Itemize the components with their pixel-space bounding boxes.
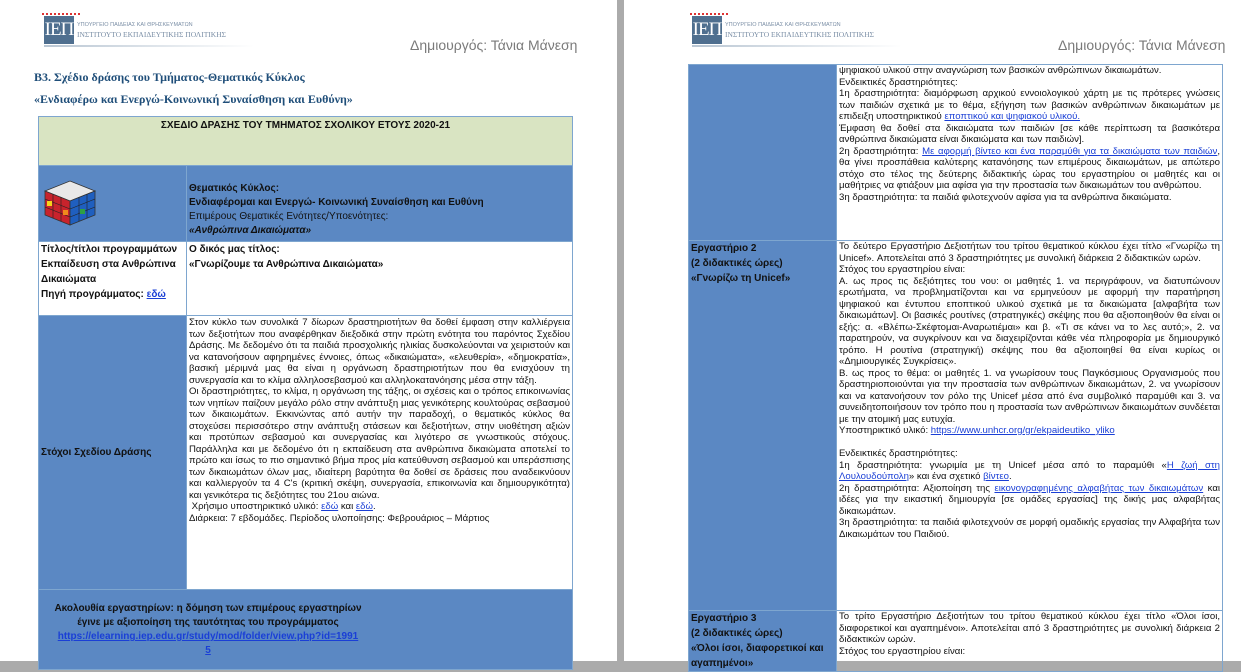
row1-link-1[interactable]: εποπτικού και ψηφιακού υλικού. (944, 111, 1080, 122)
rubiks-cube-icon (43, 179, 97, 227)
logo-line1: ΥΠΟΥΡΓΕΙΟ ΠΑΙΔΕΙΑΣ ΚΑΙ ΘΡΗΣΚΕΥΜΑΤΩΝ (725, 22, 841, 28)
cycle-label: Θεματικός Κύκλος: (189, 183, 280, 194)
cycle-cell (187, 166, 573, 242)
action-plan-table-continued (688, 64, 1223, 672)
duration-text: Διάρκεια: 7 εβδομάδες. Περίοδος υλοποίησης: Φεβρουάριος – Μάρτιος (189, 512, 490, 524)
cube-cell (39, 166, 187, 242)
lab2-act3: 3η δραστηριότητα: τα παιδιά φιλοτεχνούν σε μορφή ομαδικής εργασίας την Αλφαβήτα των Δικαιωμάτων του Παιδιού. (839, 517, 1220, 540)
logo-mark: ΙΕΠ (44, 16, 74, 44)
action-plan-table (38, 116, 573, 670)
goals-label-cell (39, 316, 187, 590)
material-link-2[interactable]: εδώ (355, 501, 373, 512)
logo-line2: ΙΝΣΤΙΤΟΥΤΟ ΕΚΠΑΙΔΕΥΤΙΚΗΣ ΠΟΛΙΤΙΚΗΣ (725, 30, 874, 39)
lab3-content-cell (837, 611, 1223, 672)
our-title-cell (187, 242, 573, 316)
subunits-label: Επιμέρους Θεματικές Ενότητες/Υποενότητες: (189, 211, 389, 222)
author-label: Δημιουργός: Τάνια Μάνεση (410, 37, 578, 53)
sequence-link[interactable]: https://elearning.iep.edu.gr/study/mod/folder/view.php?id=1991 (57, 631, 359, 642)
lab2-act1-link2[interactable]: βίντεο (983, 471, 1009, 482)
row1-act2-post: , θα γίνει προσπάθεια καλύτερης κατανόησης των επιμέρους δικαιωμάτων, (839, 145, 1221, 168)
goals-paragraph-2: Οι δραστηριότητες, το κλίμα, η οργάνωση της τάξης, οι σχέσεις και ο τρόπος επικοινωνίας των νηπίων παίζουν μεγάλο ρόλο στην ανάπτυξη μιας γενικότερης κουλτούρας σεβασμού των δικαιωμάτων. Εκκινώντας από αυτήν την παραδοχή, ο θεματικός κύκλος θα στοχεύσει περισσότερο στην ανάπτυξη στάσεων και δεξιοτήτων, στην υιοθέτηση αξιών και προτύπων σεβασμού και συνεργασίας και λιγότερο σε γνωστικούς στόχους. Παράλληλα και με δεδομένο ότι η εκπαίδευση στα ανθρώπινα δικαιώματα αποτελεί το πρώτο και ίσως το πιο σημαντικό βήμα προς μία κατεύθυνση σεβασμού και υπεράσπισης των δικαιωμάτων όλων μας, ιδιαίτερη βαρύτητα θα δοθεί σε δράσεις που αναδεικνύουν και καλλιεργούν τα 4 C's (κριτική σκέψη, συνεργασία, επικοινωνία και δημιουργικότητα) και γενικότερα τις δεξιότητες του 21ου αιώνα. (189, 386, 571, 501)
section-heading: Β3. Σχέδιο δράσης του Τμήματος-Θεματικός Κύκλος (34, 70, 305, 84)
goals-paragraph-1: Στον κύκλο των συνολικά 7 δίωρων δραστηριοτήτων θα δοθεί έμφαση στην καλλιέργεια των δεξιοτήτων που αναφέρθηκαν διεξοδικά στην πρώτη ενότητα του παρόντος Σχεδίου Δράσης. Με δεδομένο ότι τα παιδιά προσχολικής ηλικίας δυσκολεύονται να χειριστούν και να κατανοήσουν αφηρημένες έννοιες, όπως «δικαιώματα», «ελευθερία», «δημοκρατία», βασική μέριμνά μας θα είναι η οργάνωση δραστηριοτήτων που θα ενισχύουν τη συνεργασία και το κλίμα αλληλοσεβασμού και αλληλοκατανόησης μέσα στην τάξη. (189, 317, 571, 386)
goals-label: Στόχοι Σχεδίου Δράσης (41, 447, 152, 458)
lab2-title: Εργαστήριο 2 (691, 243, 757, 254)
author-label: Δημιουργός: Τάνια Μάνεση (1058, 37, 1226, 53)
cycle-name: Ενδιαφέρομαι και Ενεργώ- Κοινωνική Συναίσθηση και Ευθύνη (189, 197, 484, 208)
our-title: «Γνωρίζουμε τα Ανθρώπινα Δικαιώματα» (189, 259, 384, 270)
lab1-label-cell (689, 65, 837, 241)
source-link[interactable]: εδώ (146, 289, 166, 300)
iep-logo (692, 16, 874, 44)
lab3-intro: Το τρίτο Εργαστήριο Δεξιοτήτων του τρίτου θεματικού κύκλου έχει τίτλο «Όλοι ίσοι, διαφορετικοί και αγαπημένοι». Αποτελείται από 3 δραστηριότητες με συνολική διάρκεια 2 διδακτικών ωρών. (839, 611, 1220, 645)
lab2-hours: (2 διδακτικές ώρες) (691, 258, 783, 269)
lab2-act2-link[interactable]: εικονογραφημένης αλφαβήτας των δικαιωμάτων (994, 482, 1204, 494)
lab2-act1-link[interactable]: Η ζωή στη Λουλουδούπολη (839, 459, 1220, 482)
row1-line-5: με απώτερο στόχο στο τέλος της δεύτερης διδακτικής ώρας του εργαστηρίου οι μαθητές και οι μαθήτριες να φτιάξουν μια αφίσα για την προστασία των δικαιωμάτων του ανθρώπου. (839, 157, 1221, 191)
material-and: και (340, 501, 354, 512)
table-title-cell (39, 117, 573, 166)
sequence-cell (39, 590, 573, 670)
sequence-link-end[interactable]: 5 (205, 645, 211, 656)
row1-line-6: 3η δραστηριότητα: τα παιδιά φιλοτεχνούν αφίσα για τα ανθρώπινα δικαιώματα. (839, 191, 1172, 203)
lab2-act2-post: και ιδέες για την εικαστική δημιουργία [σε ομάδες εργασίας] της δικής μας αλφαβήτας δικαιωμάτων. (839, 482, 1220, 517)
lab3-name: «Όλοι ίσοι, διαφορετικοί και αγαπημένοι» (691, 643, 824, 669)
goals-cell: Στον κύκλο των συνολικά 7 δίωρων δραστηριοτήτων θα δοθεί έμφαση στην καλλιέργεια των δεξιοτήτων που αναφέρθηκαν διεξοδικά στην πρώτη ενότητα του παρόντος Σχεδίου Δράσης. Με δεδομένο ότι τα παιδιά προσχολικής ηλικίας δυσκολεύονται να χειριστούν και να κατανοήσουν αφηρημένες έννοιες, όπως «δικαιώματα», «ελευθερία», «δημοκρατία», βασική μέριμνά μας θα είναι η οργάνωση δραστηριοτήτων που θα ενισχύουν τη συνεργασία και το κλίμα αλληλοσεβασμού και αλληλοκατανόησης μέσα στην τάξη. Οι δραστηριότητες, το κλίμα, η οργάνωση της τάξης, οι σχέσεις και ο τρόπος επικοινωνίας των νηπίων παίζουν μεγάλο ρόλο στην ανάπτυξη μιας γενικότερης κουλτούρας σεβασμού των δικαιωμάτων. Εκκινώντας από αυτήν την παραδοχή, ο θεματικός κύκλος θα στοχεύσει περισσότερο στην ανάπτυξη στάσεων και δεξιοτήτων, στην υιοθέτηση αξιών και προτύπων σεβασμού και συνεργασίας και λιγότερο σε γνωστικούς στόχους. Παράλληλα και με δεδομένο ότι η εκπαίδευση στα ανθρώπινα δικαιώματα αποτελεί το πρώτο και ίσως το πιο σημαντικό βήμα προς μία κατεύθυνση σεβασμού και υπεράσπισης των δικαιωμάτων όλων μας, ιδιαίτερη βαρύτητα θα δοθεί σε δράσεις που αναδεικνύουν και καλλιεργούν τα 4 C's (κριτική σκέψη, συνεργασία, επικοινωνία και δημιουργικότητα) και γενικότερα τις δεξιότητες του 21ου αιώνα. Χρήσιμο υποστηρικτικό υλικό: εδώ και εδώ. Διάρκεια: 7 εβδομάδες. Περίοδος υλοποίησης: Φεβρουάριος – Μάρτιος (187, 316, 573, 590)
row1-link-2[interactable]: Με αφορμή βίντεο και ένα παραμύθι για τα δικαιώματα των παιδιών (922, 145, 1218, 157)
row1-line-2: Ενδεικτικές δραστηριότητες: (839, 76, 958, 88)
lab2-goal-a: Α. ως προς τις δεξιότητες του νου: οι μαθητές 1. να περιγράφουν, να διατυπώνουν ερωτήματα, να προβληματίζονται και να ερμηνεύουν με αφορμή την παρατήρηση ψηφιακού και έντυπου εποπτικού υλικού σχετικά με τα δικαιώματα [αλφαβήτα των δικαιωμάτων]. Οι βασικές ρουτίνες (στρατηγικές) σκέψης που θα αξιοποιηθούν θα είναι οι εξής: α. «Βλέπω-Σκέφτομαι-Αναρωτιέμαι» και β. «Τι σε κάνει να το λες αυτό;», 2. να παρατηρούν, να συγκρίνουν και να διαχειρίζονται κάθε νέα πληροφορία με δημιουργικό τρόπο. Η ρουτίνα (στρατηγική) σκέψης που θα αξιοποιηθεί θα είναι κυρίως οι «Δημιουργικές Συγκρίσεις». (839, 275, 1220, 367)
iep-logo (44, 16, 226, 44)
lab2-material-link[interactable]: https://www.unhcr.org/gr/ekpaideutiko_yliko (930, 425, 1115, 436)
row1-line-4: Έμφαση θα δοθεί στα δικαιώματα των παιδιών [σε κάθε περίπτωση τα βασικότερα ανθρώπινα δικαιώματα είναι δικαιώματα και των παιδιών]. (839, 122, 1220, 145)
lab2-name: «Γνωρίζω τη Unicef» (691, 273, 791, 284)
row1-line-3: 1η δραστηριότητα: διαμόρφωση αρχικού εννοιολογικού χάρτη με τις πρότερες γνώσεις των παιδιών σχετικά με το θέμα, εξήγηση των βασικών ανθρώπινων δικαιωμάτων με επιδειξη υποστηρικτικού (839, 88, 1220, 122)
document-page-left (0, 0, 617, 661)
logo-line2: ΙΝΣΤΙΤΟΥΤΟ ΕΚΠΑΙΔΕΥΤΙΚΗΣ ΠΟΛΙΤΙΚΗΣ (77, 30, 226, 39)
sequence-text: Ακολουθία εργαστηρίων: η δόμηση των επιμέρους εργαστηρίων έγινε με αξιοποίηση της ταυτότητας του προγράμματος (54, 603, 362, 628)
logo-line1: ΥΠΟΥΡΓΕΙΟ ΠΑΙΔΕΙΑΣ ΚΑΙ ΘΡΗΣΚΕΥΜΑΤΩΝ (77, 22, 193, 28)
row1-line-1: ψηφιακού υλικού στην αναγνώριση των βασικών ανθρώπινων δικαιωμάτων. (839, 65, 1162, 76)
material-link-1[interactable]: εδώ (321, 501, 339, 512)
our-title-label: Ο δικός μας τίτλος: (189, 244, 280, 255)
logo-underline (692, 45, 902, 47)
lab2-goal: Στόχος του εργαστηρίου είναι: (839, 264, 966, 275)
lab1-activities-cell (837, 65, 1223, 241)
table-title: ΣΧΕΔΙΟ ΔΡΑΣΗΣ ΤΟΥ ΤΜΗΜΑΤΟΣ ΣΧΟΛΙΚΟΥ ΕΤΟΥΣ 2020-21 (160, 120, 451, 131)
programs-cell (39, 242, 187, 316)
lab2-acts-label: Ενδεικτικές δραστηριότητες: (839, 448, 958, 459)
material-label: Χρήσιμο υποστηρικτικό υλικό: (191, 501, 319, 512)
document-page-right (624, 0, 1241, 669)
logo-underline (44, 45, 254, 47)
lab2-label-cell (689, 241, 837, 611)
logo-mark: ΙΕΠ (692, 16, 722, 44)
programs-label: Τίτλος/τίτλοι προγραμμάτων Εκπαίδευση στα Ανθρώπινα Δικαιώματα (41, 244, 178, 285)
lab2-act1-pre: 1η δραστηριότητα: γνωριμία με τη Unicef μέσα από το παραμύθι « (839, 459, 1167, 471)
lab3-hours: (2 διδακτικές ώρες) (691, 628, 783, 639)
lab3-title: Εργαστήριο 3 (691, 613, 757, 624)
lab2-material-label: Υποστηρικτικό υλικό: (839, 425, 929, 436)
lab3-goal: Στόχος του εργαστηρίου είναι: (839, 645, 966, 657)
lab2-act2-pre: 2η δραστηριότητα: Αξιοποίηση της (839, 482, 990, 494)
lab2-content-cell: Το δεύτερο Εργαστήριο Δεξιοτήτων του τρίτου θεματικού κύκλου έχει τίτλο «Γνωρίζω τη Unicef». Αποτελείται από 3 δραστηριότητες με συνολική διάρκεια 2 διδακτικών ωρών. Στόχος του εργαστηρίου είναι: Α. ως προς τις δεξιότητες του νου: οι μαθητές 1. να περιγράφουν, να διατυπώνουν ερωτήματα, να προβληματίζονται και να ερμηνεύουν με αφορμή την παρατήρηση ψηφιακού και έντυπου εποπτικού υλικού σχετικά με τα δικαιώματα [αλφαβήτα των δικαιωμάτων]. Οι βασικές ρουτίνες (στρατηγικές) σκέψης που θα αξιοποιηθούν θα είναι οι εξής: α. «Βλέπω-Σκέφτομαι-Αναρωτιέμαι» και β. «Τι σε κάνει να το λες αυτό;», 2. να παρατηρούν, να συγκρίνουν και να διαχειρίζονται κάθε νέα πληροφορία με δημιουργικό τρόπο. Η ρουτίνα (στρατηγική) σκέψης που θα αξιοποιηθεί θα είναι κυρίως οι «Δημιουργικές Συγκρίσεις». Β. ως προς το θέμα: οι μαθητές 1. να γνωρίσουν τους Παγκόσμιους Οργανισμούς που δραστηριοποιούνται για την προστασία των ανθρώπινων δικαιωμάτων, 2. να γνωρίσουν και να κατανοήσουν τον ρόλο της Unicef μέσα από ένα συμβολικό παραμύθι και 3. να συνειδητοποιήσουν τον τρόπο που η προστασία των ανθρώπινων δικαιωμάτων συνδέεται με την ατομική μας ευτυχία. Υποστηρικτικό υλικό: https://www.unhcr.org/gr/ekpaideutiko_yliko Ενδεικτικές δραστηριότητες: 1η δραστηριότητα: γνωριμία με τη Unicef μέσα από το παραμύθι «Η ζωή στη Λουλουδούπολη» και ένα σχετικό βίντεο. 2η δραστηριότητα: Αξιοποίηση της εικονογραφημένης αλφαβήτας των δικαιωμάτων και ιδέες για την εικαστική δημιουργία [σε ομάδες εργασίας] της δικής μας αλφαβήτας δικαιωμάτων. 3η δραστηριότητα: τα παιδιά φιλοτεχνούν σε μορφή ομαδικής εργασίας την Αλφαβήτα των Δικαιωμάτων του Παιδιού. (837, 241, 1223, 611)
lab2-intro: Το δεύτερο Εργαστήριο Δεξιοτήτων του τρίτου θεματικού κύκλου έχει τίτλο «Γνωρίζω τη Unicef». Αποτελείται από 3 δραστηριότητες με συνολική διάρκεια 2 διδακτικών ωρών. (839, 241, 1220, 264)
source-label: Πηγή προγράμματος: (41, 289, 144, 300)
row1-act2-pre: 2η δραστηριότητα: (839, 145, 919, 157)
lab3-label-cell (689, 611, 837, 672)
subunit-name: «Ανθρώπινα Δικαιώματα» (189, 225, 312, 236)
lab2-act1-mid: » και ένα σχετικό (908, 471, 981, 482)
lab2-goal-b: Β. ως προς το θέμα: οι μαθητές 1. να γνωρίσουν τους Παγκόσμιους Οργανισμούς που δραστηριοποιούνται για την προστασία των ανθρώπινων δικαιωμάτων, 2. να γνωρίσουν και να κατανοήσουν τον ρόλο της Unicef μέσα από ένα συμβολικό παραμύθι και 3. να συνειδητοποιήσουν τον τρόπο που η προστασία των ανθρώπινων δικαιωμάτων συνδέεται με την ατομική μας ευτυχία. (839, 367, 1220, 425)
section-subheading: «Ενδιαφέρω και Ενεργώ-Κοινωνική Συναίσθηση και Ευθύνη» (34, 92, 353, 106)
